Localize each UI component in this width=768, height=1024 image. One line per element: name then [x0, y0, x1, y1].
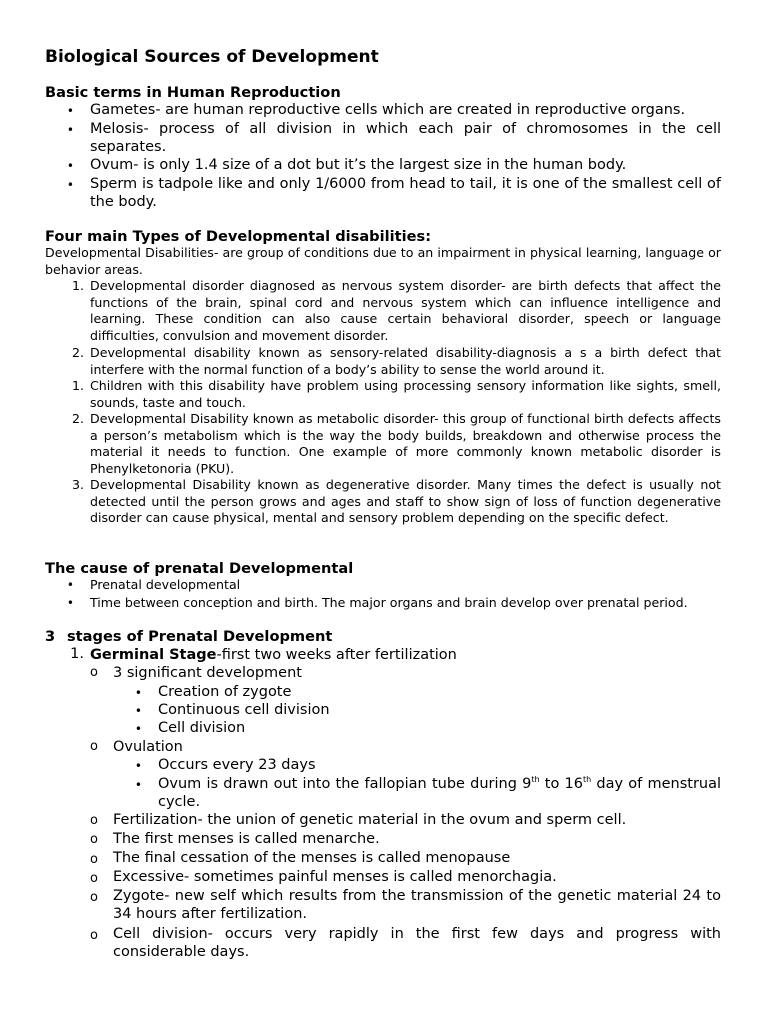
sublist-item: The first menses is called menarche. [113, 831, 380, 847]
sublist-item: Zygote- new self which results from the transmission of the genetic material 24 to 34 hours after fertilization. [113, 888, 721, 922]
section-heading-reproduction: Basic terms in Human Reproduction [45, 84, 341, 101]
sublist-marker: o [90, 928, 98, 943]
sublist-marker: o [90, 665, 98, 680]
list-number: 1. [71, 378, 84, 393]
bullet-marker: • [66, 123, 74, 137]
list-number: 2. [71, 345, 84, 360]
sublist-marker: o [90, 852, 98, 867]
sublist-item: Fertilization- the union of genetic material in the ovum and sperm cell. [113, 812, 627, 828]
list-item: Developmental Disability known as metabolic disorder- this group of functional birth defects affects a person’s metabolism which is the way the body builds, breakdown and otherwise process the material it needs to function. One example of more commonly known metabolic disorder is Phenylketonoria (PKU). [90, 411, 721, 476]
list-item: Melosis- process of all division in which each pair of chromosomes in the cell separates. [90, 121, 721, 155]
list-item: Prenatal developmental [90, 577, 241, 592]
list-number: 2. [71, 411, 84, 426]
sublist-marker: o [90, 871, 98, 886]
page-title: Biological Sources of Development [45, 47, 379, 67]
bullet-marker: • [134, 778, 142, 792]
nested-item: Continuous cell division [158, 702, 330, 718]
bullet-marker: • [66, 159, 74, 173]
bullet-marker: • [66, 178, 74, 192]
bullet-marker: • [134, 686, 142, 700]
ordinal-suffix: th [583, 775, 592, 785]
sublist-marker: o [90, 890, 98, 905]
ordinal-suffix: th [531, 775, 540, 785]
bullet-marker: • [134, 722, 142, 736]
bullet-marker: • [66, 578, 74, 592]
section-heading-prenatal-stages [45, 628, 332, 645]
bullet-marker: • [134, 759, 142, 773]
bullet-marker: • [66, 104, 74, 118]
sublist-item: Cell division- occurs very rapidly in the first few days and progress with considerable days. [113, 926, 721, 960]
section-intro: Developmental Disabilities- are group of conditions due to an impairment in physical learning, language or behavior areas. [45, 245, 721, 277]
list-item: Ovum- is only 1.4 size of a dot but it’s the largest size in the human body. [90, 157, 627, 173]
heading-text: stages of Prenatal Development [67, 628, 333, 645]
sublist-item: The final cessation of the menses is called menopause [113, 850, 511, 866]
list-number: 3. [71, 477, 84, 492]
heading-number: 3 [45, 628, 56, 645]
sublist-item: 3 significant development [113, 665, 302, 681]
bullet-marker: • [134, 704, 142, 718]
stage-name: Germinal Stage [90, 647, 217, 663]
ovulation-text-b: to 16 [539, 776, 583, 792]
list-item: Sperm is tadpole like and only 1/6000 from head to tail, it is one of the smallest cell of the body. [90, 176, 721, 210]
nested-item [158, 775, 721, 811]
ovulation-text-c: day of menstrual cycle. [158, 776, 722, 810]
bullet-marker: • [66, 596, 74, 610]
nested-item: Cell division [158, 720, 246, 736]
list-item: Developmental Disability known as degenerative disorder. Many times the defect is usually not detected until the person grows and ages and staff to show sign of loss of function degenerative disorder can cause physical, mental and sensory problem depending on the specific defect. [90, 477, 721, 525]
sublist-marker: o [90, 813, 98, 828]
sublist-item: Excessive- sometimes painful menses is called menorchagia. [113, 869, 557, 885]
list-number: 1. [71, 278, 84, 293]
section-heading-disabilities: Four main Types of Developmental disabilities: [45, 228, 432, 245]
sublist-item: Ovulation [113, 739, 183, 755]
list-item: Time between conception and birth. The major organs and brain develop over prenatal period. [90, 595, 688, 610]
sublist-marker: o [90, 832, 98, 847]
section-heading-prenatal-cause: The cause of prenatal Developmental [45, 560, 354, 577]
stage-item [90, 646, 721, 664]
ovulation-text-a: Ovum is drawn out into the fallopian tube during 9 [158, 776, 532, 792]
nested-item: Occurs every 23 days [158, 757, 316, 773]
nested-item: Creation of zygote [158, 684, 292, 700]
sublist-marker: o [90, 739, 98, 754]
list-item: Gametes- are human reproductive cells which are created in reproductive organs. [90, 102, 686, 118]
list-item: Developmental disorder diagnosed as nervous system disorder- are birth defects that affect the functions of the brain, spinal cord and nervous system which can influence intelligence and learning. These condition can also cause certain behavioral disorder, speech or language difficulties, convulsion and movement disorder. [90, 278, 721, 343]
list-item: Developmental disability known as sensory-related disability-diagnosis a s a birth defect that interfere with the normal function of a body’s ability to sense the world around it. [90, 345, 721, 377]
list-number: 1. [70, 646, 84, 662]
stage-description: -first two weeks after fertilization [216, 647, 457, 663]
list-item: Children with this disability have problem using processing sensory information like sights, smell, sounds, taste and touch. [90, 378, 721, 410]
